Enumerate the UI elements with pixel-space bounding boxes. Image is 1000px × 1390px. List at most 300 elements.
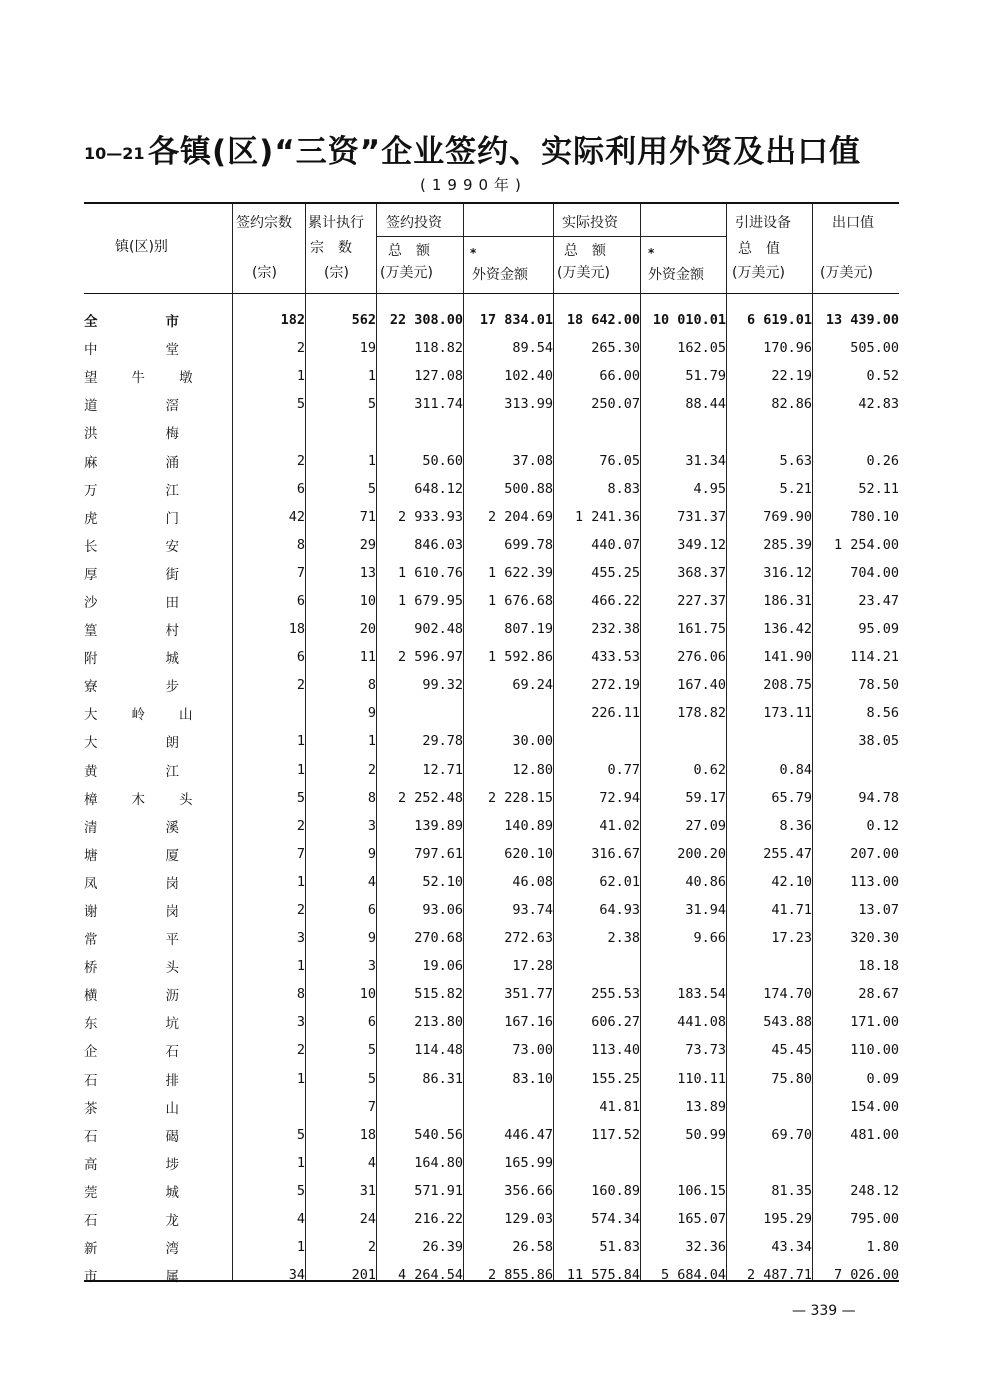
cell-value: 127.08 <box>414 368 463 385</box>
region-name: 中 堂 <box>84 342 179 359</box>
page-number: — 339 — <box>792 1303 856 1319</box>
cell-value: 316.12 <box>763 564 812 581</box>
header-actual-total: 总 额 <box>564 243 606 259</box>
cell-value: 227.37 <box>677 592 726 609</box>
cell-value <box>232 1093 305 1121</box>
table-row <box>84 1093 899 1121</box>
cell-value: 13 <box>359 564 376 581</box>
cell-value: 1 592.86 <box>487 649 553 666</box>
cell-value: 178.82 <box>677 705 726 722</box>
cell-value: 226.11 <box>591 705 640 722</box>
cell-value: 5 <box>296 789 305 806</box>
cell-value <box>812 1149 899 1177</box>
table-row <box>84 418 899 446</box>
cell-value: 2.38 <box>607 930 640 947</box>
cell-value <box>726 952 812 980</box>
cell-value: 5 <box>367 396 376 413</box>
table-row <box>84 896 899 924</box>
region-name: 附 城 <box>84 651 179 668</box>
cell-value: 9 <box>367 705 376 722</box>
cell-value: 52.11 <box>858 480 899 497</box>
cell-value: 12.80 <box>512 761 553 778</box>
region-name: 大 岭 山 <box>84 707 193 724</box>
cell-value: 349.12 <box>677 536 726 553</box>
cell-value: 207.00 <box>850 845 899 862</box>
cell-value: 10 <box>359 986 376 1003</box>
cell-value: 285.39 <box>763 536 812 553</box>
cell-value: 2 <box>367 1239 376 1256</box>
cell-value <box>553 418 640 446</box>
cell-value: 9.66 <box>693 930 726 947</box>
cell-value: 7 <box>296 845 305 862</box>
cell-value: 704.00 <box>850 564 899 581</box>
header-contract-invest: 签约投资 <box>386 215 442 231</box>
table-row <box>84 615 899 643</box>
cell-value: 846.03 <box>414 536 463 553</box>
cell-value: 24 <box>359 1211 376 1228</box>
table-row <box>84 1036 899 1064</box>
region-name: 望 牛 墩 <box>84 370 193 387</box>
cell-value: 18.18 <box>858 958 899 975</box>
cell-value: 620.10 <box>504 845 553 862</box>
cell-value: 99.32 <box>422 677 463 694</box>
cell-value: 42.10 <box>771 873 812 890</box>
star-mark: * <box>648 246 655 260</box>
cell-value: 6 <box>367 902 376 919</box>
table-row <box>84 643 899 671</box>
cell-value: 160.89 <box>591 1182 640 1199</box>
cell-value: 0.84 <box>779 761 812 778</box>
cell-value: 648.12 <box>414 480 463 497</box>
cell-value: 8 <box>296 536 305 553</box>
cell-value: 2 <box>296 817 305 834</box>
cell-value: 4 <box>296 1211 305 1228</box>
cell-value: 2 <box>367 761 376 778</box>
table-row <box>84 1065 899 1093</box>
cell-value: 3 <box>367 958 376 975</box>
table-row <box>84 1149 899 1177</box>
cell-value: 466.22 <box>591 592 640 609</box>
cell-value: 2 855.86 <box>487 1267 553 1284</box>
cell-value: 118.82 <box>414 340 463 357</box>
cell-value: 0.09 <box>866 1070 899 1087</box>
cell-value <box>463 699 553 727</box>
cell-value: 780.10 <box>850 508 899 525</box>
header-export: 出口值 <box>832 215 874 231</box>
cell-value: 9 <box>367 845 376 862</box>
cell-value: 543.88 <box>763 1014 812 1031</box>
cell-value: 1 <box>296 761 305 778</box>
cell-value: 173.11 <box>763 705 812 722</box>
cell-value: 441.08 <box>677 1014 726 1031</box>
cell-value: 41.71 <box>771 902 812 919</box>
cell-value: 64.93 <box>599 902 640 919</box>
cell-value: 31 <box>359 1182 376 1199</box>
table-row <box>84 980 899 1008</box>
header-equipment-unit: (万美元) <box>732 265 785 281</box>
cell-value <box>463 1093 553 1121</box>
cell-value: 807.19 <box>504 621 553 638</box>
cell-value: 0.26 <box>866 452 899 469</box>
table-row <box>84 1233 899 1261</box>
cell-value: 29 <box>359 536 376 553</box>
cell-value: 106.15 <box>677 1182 726 1199</box>
region-name: 麻 涌 <box>84 454 179 471</box>
table-row <box>84 699 899 727</box>
cell-value: 2 <box>296 340 305 357</box>
top-rule <box>84 202 899 204</box>
table-row <box>84 362 899 390</box>
table-row <box>84 756 899 784</box>
cell-value: 170.96 <box>763 340 812 357</box>
region-name: 桥 头 <box>84 960 179 977</box>
cell-value: 113.00 <box>850 873 899 890</box>
cell-value: 1 <box>367 452 376 469</box>
cell-value: 1 254.00 <box>833 536 899 553</box>
cell-value: 26.39 <box>422 1239 463 1256</box>
cell-value: 65.79 <box>771 789 812 806</box>
cell-value: 51.79 <box>685 368 726 385</box>
cell-value: 31.34 <box>685 452 726 469</box>
cell-value: 114.21 <box>850 649 899 666</box>
cell-value: 94.78 <box>858 789 899 806</box>
table-row <box>84 390 899 418</box>
star-mark: * <box>470 246 477 260</box>
cell-value: 255.47 <box>763 845 812 862</box>
cell-value: 41.81 <box>599 1098 640 1115</box>
cell-value: 13.89 <box>685 1098 726 1115</box>
cell-value: 51.83 <box>599 1239 640 1256</box>
cell-value: 6 <box>296 480 305 497</box>
cell-value: 6 619.01 <box>746 312 812 329</box>
cell-value: 22.19 <box>771 368 812 385</box>
header-cumulative: 累计执行 <box>308 215 364 231</box>
cell-value: 1 <box>296 873 305 890</box>
cell-value: 34 <box>288 1267 305 1284</box>
region-name: 沙 田 <box>84 594 179 611</box>
cell-value: 1 <box>296 733 305 750</box>
cell-value: 255.53 <box>591 986 640 1003</box>
table-row <box>84 924 899 952</box>
cell-value: 40.86 <box>685 873 726 890</box>
cell-value: 699.78 <box>504 536 553 553</box>
cell-value: 155.25 <box>591 1070 640 1087</box>
table-row <box>84 1261 899 1289</box>
cell-value: 18 <box>288 621 305 638</box>
cell-value: 18 642.00 <box>566 312 640 329</box>
table-year: (1990年) <box>420 176 527 194</box>
table-row <box>84 587 899 615</box>
cell-value: 440.07 <box>591 536 640 553</box>
cell-value: 1 676.68 <box>487 592 553 609</box>
cell-value: 38.05 <box>858 733 899 750</box>
header-contracts: 签约宗数 <box>236 215 292 231</box>
cell-value: 0.77 <box>607 761 640 778</box>
cell-value: 69.24 <box>512 677 553 694</box>
table-row <box>84 531 899 559</box>
region-name: 谢 岗 <box>84 904 179 921</box>
header-actual-total-unit: (万美元) <box>557 265 610 281</box>
cell-value: 270.68 <box>414 930 463 947</box>
cell-value: 88.44 <box>685 396 726 413</box>
cell-value: 93.06 <box>422 902 463 919</box>
cell-value: 183.54 <box>677 986 726 1003</box>
cell-value: 250.07 <box>591 396 640 413</box>
cell-value: 66.00 <box>599 368 640 385</box>
cell-value: 313.99 <box>504 396 553 413</box>
cell-value: 95.09 <box>858 621 899 638</box>
cell-value: 216.22 <box>414 1211 463 1228</box>
cell-value: 75.80 <box>771 1070 812 1087</box>
cell-value: 7 026.00 <box>833 1267 899 1284</box>
cell-value: 2 204.69 <box>487 508 553 525</box>
cell-value <box>726 1093 812 1121</box>
region-name: 横 沥 <box>84 988 179 1005</box>
cell-value: 1 241.36 <box>574 508 640 525</box>
cell-value: 3 <box>296 1014 305 1031</box>
cell-value <box>553 727 640 755</box>
cell-value: 540.56 <box>414 1126 463 1143</box>
cell-value: 5 <box>296 1182 305 1199</box>
cell-value: 13.07 <box>858 902 899 919</box>
cell-value: 13 439.00 <box>825 312 899 329</box>
table-row <box>84 334 899 362</box>
cell-value <box>553 952 640 980</box>
cell-value <box>812 756 899 784</box>
cell-value: 1 679.95 <box>397 592 463 609</box>
table-row <box>84 727 899 755</box>
header-actual-foreign: 外资金额 <box>648 267 704 283</box>
header-contract-total: 总 额 <box>388 243 430 259</box>
cell-value <box>726 418 812 446</box>
region-name: 企 石 <box>84 1044 179 1061</box>
cell-value: 17.23 <box>771 930 812 947</box>
cell-value: 6 <box>296 592 305 609</box>
header-contract-total-unit: (万美元) <box>380 265 433 281</box>
table-row <box>84 671 899 699</box>
table-row <box>84 1205 899 1233</box>
cell-value: 455.25 <box>591 564 640 581</box>
cell-value: 52.10 <box>422 873 463 890</box>
cell-value: 2 252.48 <box>397 789 463 806</box>
table-row <box>84 503 899 531</box>
header-export-unit: (万美元) <box>820 265 873 281</box>
cell-value: 2 596.97 <box>397 649 463 666</box>
region-name: 市 属 <box>84 1269 179 1286</box>
cell-value: 272.63 <box>504 930 553 947</box>
region-name: 石 龙 <box>84 1213 179 1230</box>
table-row <box>84 840 899 868</box>
table-row <box>84 559 899 587</box>
cell-value <box>640 952 726 980</box>
table-title: 各镇(区)“三资”企业签约、实际利用外资及出口值 <box>148 134 862 170</box>
cell-value: 316.67 <box>591 845 640 862</box>
region-name: 石 排 <box>84 1072 179 1089</box>
cell-value: 17 834.01 <box>479 312 553 329</box>
cell-value: 797.61 <box>414 845 463 862</box>
table-row <box>84 1177 899 1205</box>
region-name: 全 市 <box>84 314 179 331</box>
cell-value: 22 308.00 <box>389 312 463 329</box>
cell-value <box>376 418 463 446</box>
cell-value: 9 <box>367 930 376 947</box>
cell-value: 446.47 <box>504 1126 553 1143</box>
cell-value: 43.34 <box>771 1239 812 1256</box>
cell-value: 4 <box>367 873 376 890</box>
table-row <box>84 868 899 896</box>
header-contracts-unit: (宗) <box>252 265 277 281</box>
cell-value: 76.05 <box>599 452 640 469</box>
cell-value: 208.75 <box>763 677 812 694</box>
cell-value: 42.83 <box>858 396 899 413</box>
cell-value: 1 <box>367 368 376 385</box>
cell-value: 574.34 <box>591 1211 640 1228</box>
cell-value: 30.00 <box>512 733 553 750</box>
cell-value: 272.19 <box>591 677 640 694</box>
cell-value: 117.52 <box>591 1126 640 1143</box>
header-subrule <box>377 236 553 237</box>
cell-value: 8 <box>367 789 376 806</box>
cell-value: 201 <box>351 1267 376 1284</box>
region-name: 莞 城 <box>84 1184 179 1201</box>
region-name: 万 江 <box>84 482 179 499</box>
cell-value <box>640 418 726 446</box>
cell-value: 167.40 <box>677 677 726 694</box>
cell-value: 174.70 <box>763 986 812 1003</box>
cell-value: 5 <box>296 1126 305 1143</box>
cell-value <box>232 418 305 446</box>
data-table <box>84 306 899 1289</box>
cell-value <box>726 1149 812 1177</box>
region-name: 茶 山 <box>84 1100 179 1117</box>
cell-value: 50.60 <box>422 452 463 469</box>
cell-value: 7 <box>367 1098 376 1115</box>
cell-value: 7 <box>296 564 305 581</box>
cell-value: 140.89 <box>504 817 553 834</box>
cell-value: 129.03 <box>504 1211 553 1228</box>
header-region: 镇(区)别 <box>115 239 168 255</box>
region-name: 寮 步 <box>84 679 179 696</box>
cell-value: 265.30 <box>591 340 640 357</box>
cell-value: 562 <box>351 312 376 329</box>
region-name: 常 平 <box>84 932 179 949</box>
table-number: 10—21 <box>84 144 145 163</box>
header-subrule <box>554 236 726 237</box>
cell-value: 8.56 <box>866 705 899 722</box>
cell-value: 2 <box>296 677 305 694</box>
cell-value: 32.36 <box>685 1239 726 1256</box>
cell-value: 186.31 <box>763 592 812 609</box>
cell-value: 28.67 <box>858 986 899 1003</box>
cell-value: 1 <box>296 958 305 975</box>
cell-value: 81.35 <box>771 1182 812 1199</box>
cell-value: 505.00 <box>850 340 899 357</box>
cell-value: 232.38 <box>591 621 640 638</box>
table-row <box>84 475 899 503</box>
region-name: 篁 村 <box>84 623 179 640</box>
cell-value: 5 <box>367 480 376 497</box>
cell-value: 86.31 <box>422 1070 463 1087</box>
region-name: 樟 木 头 <box>84 791 193 808</box>
cell-value: 731.37 <box>677 508 726 525</box>
cell-value: 5 684.04 <box>660 1267 726 1284</box>
cell-value: 500.88 <box>504 480 553 497</box>
cell-value: 311.74 <box>414 396 463 413</box>
cell-value: 136.42 <box>763 621 812 638</box>
cell-value: 2 487.71 <box>746 1267 812 1284</box>
region-name: 高 埗 <box>84 1156 179 1173</box>
cell-value: 10 010.01 <box>652 312 726 329</box>
cell-value: 42 <box>288 508 305 525</box>
region-name: 洪 梅 <box>84 426 179 443</box>
cell-value: 2 933.93 <box>397 508 463 525</box>
cell-value: 50.99 <box>685 1126 726 1143</box>
cell-value: 2 <box>296 1042 305 1059</box>
cell-value: 83.10 <box>512 1070 553 1087</box>
cell-value: 276.06 <box>677 649 726 666</box>
header-actual-invest: 实际投资 <box>562 215 618 231</box>
cell-value: 0.12 <box>866 817 899 834</box>
table-row <box>84 784 899 812</box>
cell-value: 89.54 <box>512 340 553 357</box>
cell-value: 41.02 <box>599 817 640 834</box>
cell-value: 3 <box>367 817 376 834</box>
header-cumulative-mid: 宗 数 <box>310 240 352 256</box>
cell-value: 20 <box>359 621 376 638</box>
cell-value: 73.00 <box>512 1042 553 1059</box>
cell-value: 69.70 <box>771 1126 812 1143</box>
cell-value: 171.00 <box>850 1014 899 1031</box>
cell-value: 1 <box>296 1154 305 1171</box>
cell-value <box>376 699 463 727</box>
table-row <box>84 1008 899 1036</box>
cell-value: 110.11 <box>677 1070 726 1087</box>
cell-value: 1 610.76 <box>397 564 463 581</box>
cell-value: 5.21 <box>779 480 812 497</box>
cell-value: 5.63 <box>779 452 812 469</box>
cell-value <box>640 727 726 755</box>
cell-value <box>553 1149 640 1177</box>
title-block <box>84 126 904 176</box>
cell-value: 1 <box>296 1239 305 1256</box>
table-row <box>84 812 899 840</box>
region-name: 清 溪 <box>84 819 179 836</box>
cell-value: 73.73 <box>685 1042 726 1059</box>
region-name: 东 坑 <box>84 1016 179 1033</box>
cell-value: 161.75 <box>677 621 726 638</box>
cell-value: 2 <box>296 902 305 919</box>
cell-value: 31.94 <box>685 902 726 919</box>
cell-value: 59.17 <box>685 789 726 806</box>
header-rule <box>84 293 899 294</box>
cell-value: 78.50 <box>858 677 899 694</box>
cell-value: 0.52 <box>866 368 899 385</box>
cell-value: 162.05 <box>677 340 726 357</box>
cell-value <box>640 1149 726 1177</box>
header-cumulative-unit: (宗) <box>324 265 349 281</box>
cell-value: 11 575.84 <box>566 1267 640 1284</box>
cell-value: 45.45 <box>771 1042 812 1059</box>
cell-value: 167.16 <box>504 1014 553 1031</box>
region-name: 长 安 <box>84 538 179 555</box>
cell-value: 37.08 <box>512 452 553 469</box>
cell-value: 213.80 <box>414 1014 463 1031</box>
region-name: 虎 门 <box>84 510 179 527</box>
cell-value: 4 264.54 <box>397 1267 463 1284</box>
cell-value: 8.83 <box>607 480 640 497</box>
cell-value: 23.47 <box>858 592 899 609</box>
cell-value: 5 <box>296 396 305 413</box>
